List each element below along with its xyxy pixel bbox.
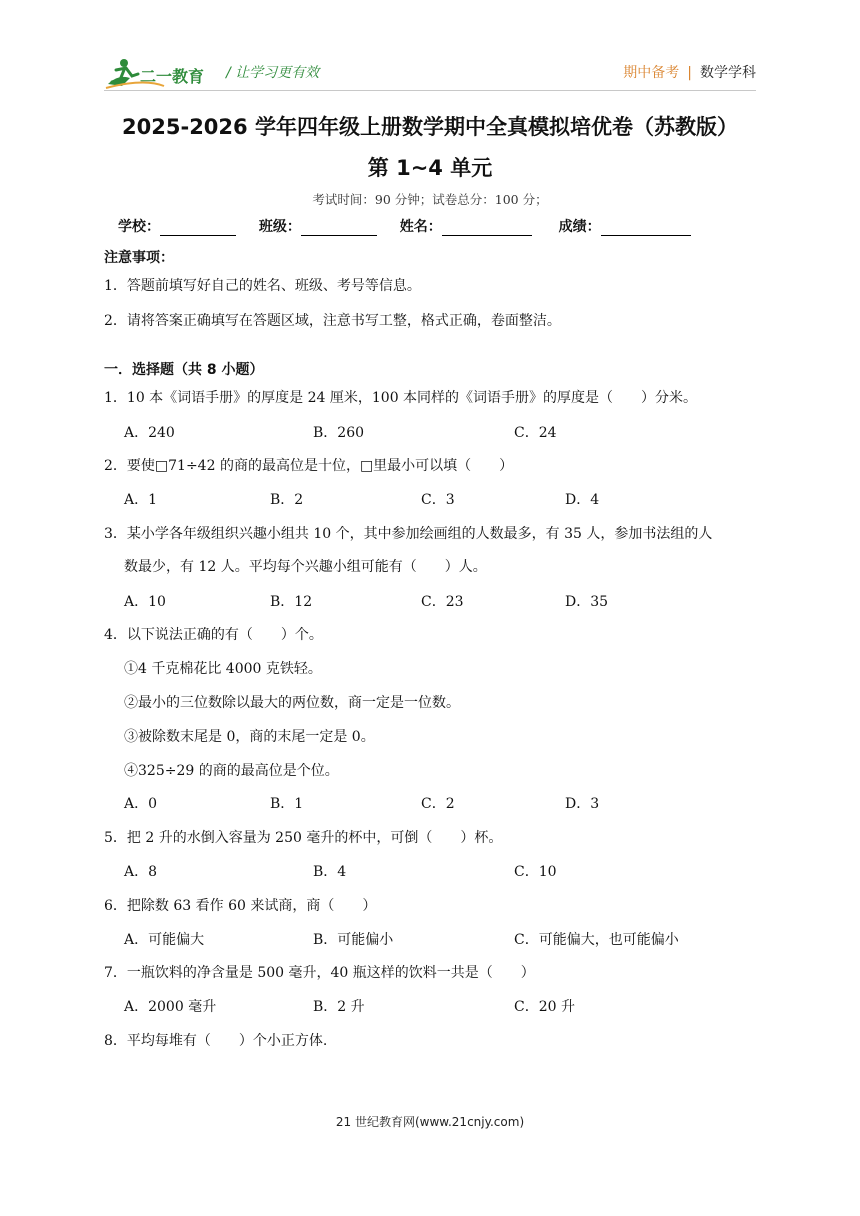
- q3-option-b: B．12: [270, 594, 313, 610]
- q5-option-a: A．8: [124, 864, 158, 880]
- q4-statement: ②最小的三位数除以最大的两位数，商一定是一位数。: [124, 695, 460, 711]
- q1-option-a: A．240: [124, 425, 175, 441]
- slogan: / 让学习更有效: [226, 65, 320, 81]
- student-fields: [118, 216, 703, 236]
- q4-option-a: A．0: [124, 796, 158, 812]
- school-blank[interactable]: [160, 219, 236, 236]
- q6-option-b: B．可能偏小: [313, 932, 394, 948]
- score-blank[interactable]: [601, 219, 691, 236]
- q1-option-b: B．260: [313, 425, 365, 441]
- section-heading: 一．选择题（共 8 小题）: [104, 362, 264, 378]
- name-blank[interactable]: [442, 219, 532, 236]
- q6-option-a: A．可能偏大: [124, 932, 205, 948]
- subject-label: 数学学科: [700, 65, 756, 81]
- q4-statement: ④325÷29 的商的最高位是个位。: [124, 763, 339, 779]
- class-label: 班级：: [258, 219, 301, 235]
- note-item: 2．请将答案正确填写在答题区域，注意书写工整，格式正确，卷面整洁。: [104, 313, 561, 329]
- q4-option-d: D．3: [565, 796, 600, 812]
- school-field: [118, 216, 236, 236]
- class-field: [259, 216, 377, 236]
- q5-option-c: C．10: [514, 864, 557, 880]
- q3-option-c: C．23: [421, 594, 464, 610]
- exam-tag: 期中备考: [623, 65, 680, 81]
- header-divider: [104, 90, 756, 91]
- header-separator: |: [687, 65, 692, 81]
- question-1: 1．10 本《词语手册》的厚度是 24 厘米，100 本同样的《词语手册》的厚度是（ ）分米。: [104, 390, 698, 406]
- q4-option-b: B．1: [270, 796, 304, 812]
- question-4: 4．以下说法正确的有（ ）个。: [104, 627, 323, 643]
- question-2: 2．要使□71÷42 的商的最高位是十位，□里最小可以填（ ）: [104, 458, 514, 474]
- q4-statement: ①4 千克棉花比 4000 克铁轻。: [124, 661, 322, 677]
- q1-option-c: C．24: [514, 425, 557, 441]
- q4-option-c: C．2: [421, 796, 455, 812]
- page-title: 2025-2026 学年四年级上册数学期中全真模拟培优卷（苏教版）: [122, 115, 738, 139]
- notes-heading: 注意事项：: [104, 250, 174, 266]
- class-blank[interactable]: [301, 219, 377, 236]
- logo-text: 二一教育: [140, 67, 205, 86]
- exam-info: 考试时间：90 分钟；试卷总分：100 分；: [312, 192, 548, 207]
- q5-option-b: B．4: [313, 864, 347, 880]
- name-field: [400, 216, 532, 236]
- page-subtitle: 第 1~4 单元: [367, 156, 493, 180]
- question-5: 5．把 2 升的水倒入容量为 250 毫升的杯中，可倒（ ）杯。: [104, 830, 503, 846]
- q6-option-c: C．可能偏大，也可能偏小: [514, 932, 679, 948]
- score-label: 成绩：: [558, 219, 601, 235]
- page-footer: 21 世纪教育网(www.21cnjy.com): [335, 1115, 525, 1129]
- q3-option-a: A．10: [124, 594, 166, 610]
- score-field: [559, 216, 691, 236]
- q2-option-d: D．4: [565, 492, 600, 508]
- q3-option-d: D．35: [565, 594, 609, 610]
- school-label: 学校：: [118, 219, 160, 235]
- question-3: 3．某小学各年级组织兴趣小组共 10 个，其中参加绘画组的人数最多，有 35 人，参加书法组的人: [104, 526, 713, 542]
- q2-option-a: A．1: [124, 492, 158, 508]
- question-3-cont: 数最少，有 12 人。平均每个兴趣小组可能有（ ）人。: [124, 559, 487, 575]
- q2-option-c: C．3: [421, 492, 455, 508]
- header-right: [623, 62, 756, 82]
- name-label: 姓名：: [399, 219, 442, 235]
- question-6: 6．把除数 63 看作 60 来试商，商（ ）: [104, 898, 377, 914]
- q4-statement: ③被除数末尾是 0，商的末尾一定是 0。: [124, 729, 375, 745]
- note-item: 1．答题前填写好自己的姓名、班级、考号等信息。: [104, 278, 421, 294]
- q7-option-c: C．20 升: [514, 999, 575, 1015]
- brand-logo: [104, 56, 214, 90]
- q2-option-b: B．2: [270, 492, 304, 508]
- question-8: 8．平均每堆有（ ）个小正方体.: [104, 1033, 328, 1049]
- q7-option-b: B．2 升: [313, 999, 365, 1015]
- question-7: 7．一瓶饮料的净含量是 500 毫升，40 瓶这样的饮料一共是（ ）: [104, 965, 535, 981]
- q7-option-a: A．2000 毫升: [124, 999, 217, 1015]
